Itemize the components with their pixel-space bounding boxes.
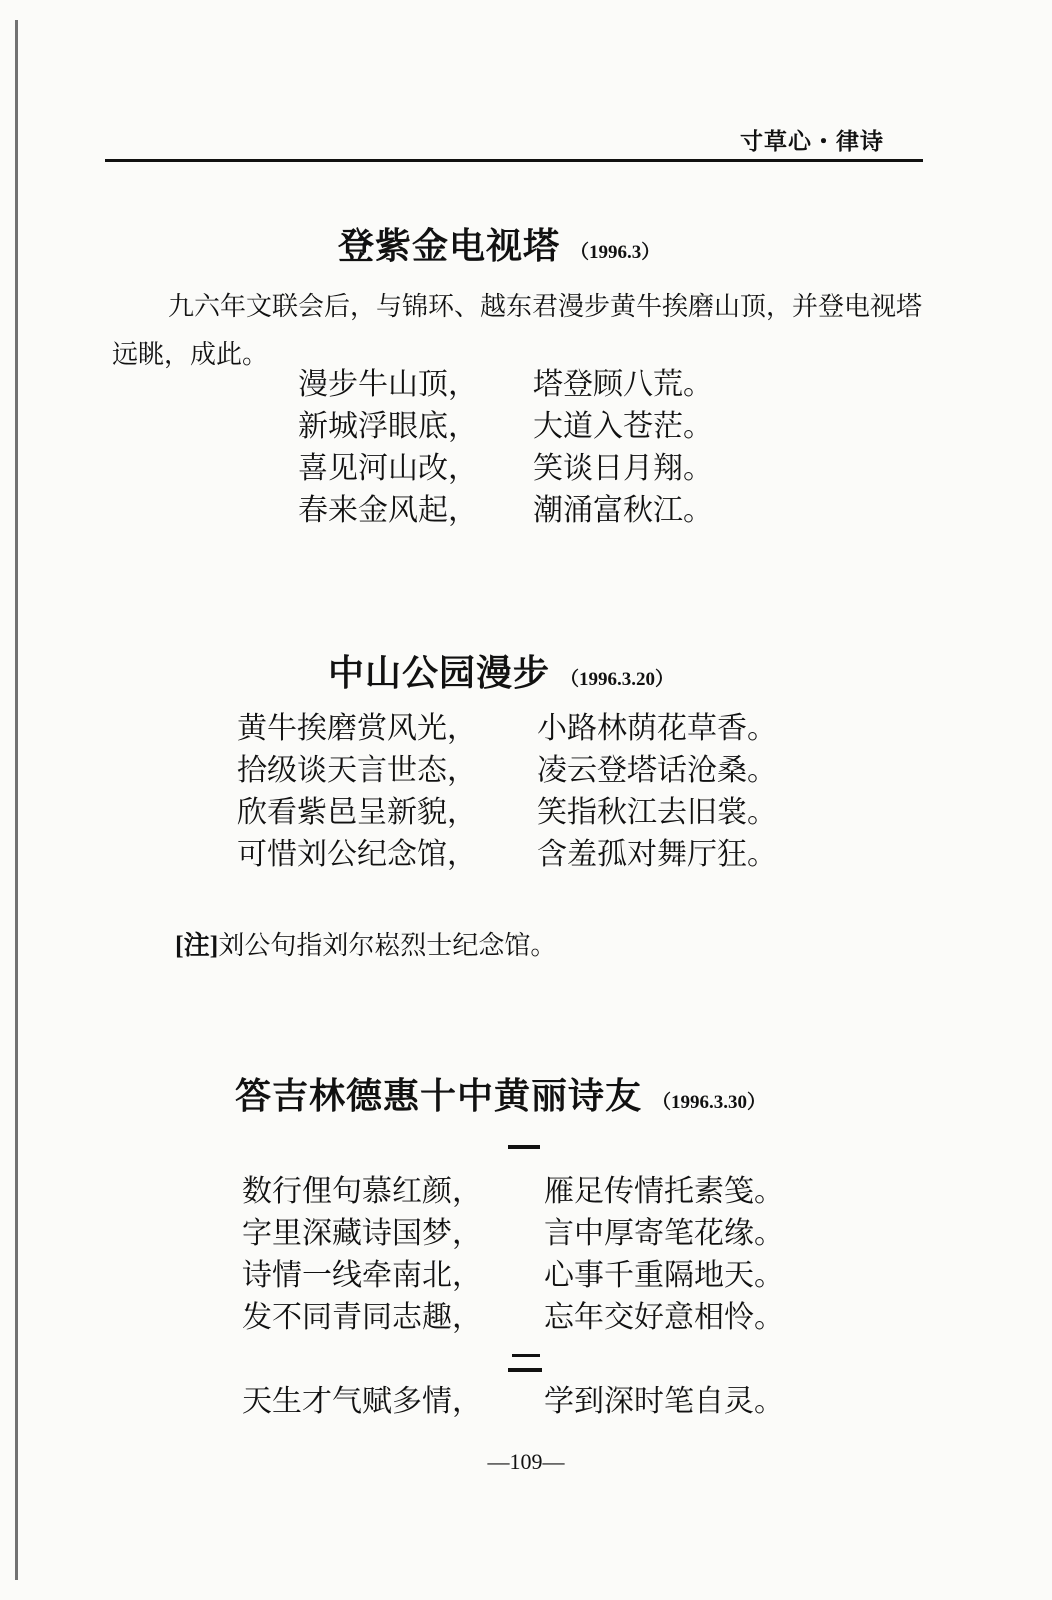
numeral-two-lower-stroke	[508, 1368, 542, 1372]
page-number: —109—	[487, 1449, 565, 1474]
note-text: 刘公句指刘尔崧烈士纪念馆。	[218, 931, 557, 961]
verse-line: 诗情一线牵南北，	[242, 1258, 482, 1293]
poem-1-title: 登紫金电视塔	[338, 226, 561, 267]
poem-3-date: （1996.3.30）	[652, 1092, 767, 1113]
verse-line: 忘年交好意相怜。	[544, 1300, 784, 1335]
header-rule	[105, 159, 923, 162]
poem-3-part-1-right-lines	[544, 1171, 784, 1339]
verse-line: 喜见河山改，	[298, 451, 478, 486]
verse-line: 心事千重隔地天。	[544, 1258, 784, 1293]
page-edge-line	[15, 20, 18, 1580]
running-header: 寸草心・律诗	[740, 129, 884, 155]
poem-1-left-lines	[298, 364, 478, 532]
verse-line: 塔登顾八荒。	[533, 367, 713, 402]
poem-2-footnote	[175, 925, 556, 962]
verse-line: 可惜刘公纪念馆，	[237, 837, 477, 872]
verse-line: 学到深时笔自灵。	[544, 1384, 784, 1419]
poem-1-date: （1996.3）	[570, 242, 661, 263]
poem-3-part-1-left-lines	[242, 1171, 482, 1339]
poem-2-title: 中山公园漫步	[328, 653, 551, 694]
poem-2-title-block	[328, 645, 674, 696]
verse-line: 欣看紫邑呈新貌，	[237, 795, 477, 830]
verse-line: 字里深藏诗国梦，	[242, 1216, 482, 1251]
note-label: [注]	[175, 931, 219, 960]
poem-1-title-block	[338, 218, 660, 269]
poem-3-title: 答吉林德惠十中黄丽诗友	[235, 1076, 643, 1117]
poem-2-right-lines	[537, 708, 777, 876]
poem-1-preface: 九六年文联会后，与锦环、越东君漫步黄牛挨磨山顶，并登电视塔远眺，成此。	[112, 292, 923, 370]
poem-1-right-lines	[533, 364, 713, 532]
verse-line: 小路林荫花草香。	[537, 711, 777, 746]
verse-line: 大道入苍茫。	[533, 409, 713, 444]
verse-line: 黄牛挨磨赏风光，	[237, 711, 477, 746]
numeral-two-upper-stroke	[512, 1354, 540, 1357]
verse-line: 发不同青同志趣，	[242, 1300, 482, 1335]
verse-line: 含羞孤对舞厅狂。	[537, 837, 777, 872]
verse-line: 潮涌富秋江。	[533, 493, 713, 528]
verse-line: 数行俚句慕红颜，	[242, 1174, 482, 1209]
poem-3-part-2-left-lines	[242, 1381, 482, 1423]
verse-line: 笑谈日月翔。	[533, 451, 713, 486]
verse-line: 漫步牛山顶，	[298, 367, 478, 402]
verse-line: 新城浮眼底，	[298, 409, 478, 444]
verse-line: 言中厚寄笔花缘。	[544, 1216, 784, 1251]
verse-line: 天生才气赋多情，	[242, 1384, 482, 1419]
verse-line: 凌云登塔话沧桑。	[537, 753, 777, 788]
verse-line: 笑指秋江去旧裳。	[537, 795, 777, 830]
poem-2-left-lines	[237, 708, 477, 876]
poem-3-title-block	[235, 1068, 766, 1119]
section-numeral-one	[508, 1145, 540, 1149]
verse-line: 雁足传情托素笺。	[544, 1174, 784, 1209]
verse-line: 拾级谈天言世态，	[237, 753, 477, 788]
verse-line: 春来金风起，	[298, 493, 478, 528]
poem-2-date: （1996.3.20）	[560, 669, 675, 690]
poem-3-part-2-right-lines	[544, 1381, 784, 1423]
